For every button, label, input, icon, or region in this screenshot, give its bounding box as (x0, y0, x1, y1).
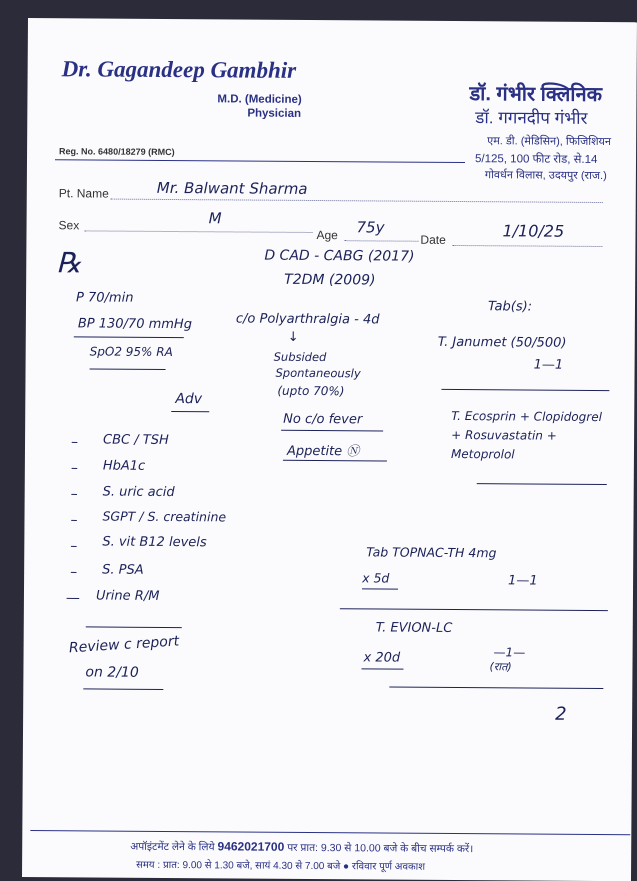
medicine-dose: 1—1 (533, 357, 564, 373)
degree-hi: एम. डी. (मेडिसिन), फिजिशियन (487, 135, 612, 149)
complaint-underline (283, 460, 387, 462)
investigation-bullet: — (65, 590, 81, 607)
medicine-name: Tab TOPNAC-TH 4mg (366, 544, 497, 561)
vitals-underline (74, 336, 184, 338)
footer-divider (30, 830, 630, 835)
age-line (344, 240, 418, 242)
vitals-underline (90, 368, 166, 370)
tabs-heading: Tab(s): (487, 299, 533, 315)
degree-en: M.D. (Medicine) (217, 93, 302, 106)
complaint-line: ↓ (287, 329, 299, 345)
date-label: Date (420, 232, 446, 247)
doctor-name-en: Dr. Gagandeep Gambhir (61, 56, 297, 83)
rx-separator (477, 483, 607, 485)
review-note: Review c report (68, 633, 180, 657)
advice-label: Adv (175, 391, 203, 408)
investigation-bullet: – (70, 538, 78, 555)
complaint-line: Spontaneously (275, 365, 361, 381)
advice-underline (171, 411, 209, 412)
address-line2-hi: गोवर्धन विलास, उदयपुर (राज.) (484, 169, 607, 183)
signature-mark: 2 (555, 703, 567, 725)
medicine-name: T. Janumet (50/500) (437, 334, 567, 351)
investigation-bullet: – (70, 486, 78, 503)
investigations-underline (86, 626, 182, 628)
age-label: Age (316, 228, 338, 243)
complaint-line: c/o Polyarthralgia - 4d (235, 311, 380, 328)
clinic-name-hi: डॉ. गंभीर क्लिनिक (469, 83, 603, 107)
footer-timings: समय : प्रात: 9.00 से 1.30 बजे, सायं 4.30 से 7.00 बजे ● रविवार पूर्ण अवकाश (136, 859, 426, 873)
history-line: T2DM (2009) (284, 271, 376, 289)
medicine-duration: x 5d (362, 570, 390, 586)
investigation-item: S. vit B12 levels (102, 534, 207, 551)
role-en: Physician (247, 107, 302, 120)
reg-no: Reg. No. 6480/18279 (RMC) (59, 146, 175, 158)
complaint-line: Subsided (273, 349, 327, 365)
doctor-name-hi: डॉ. गगनदीप गंभीर (475, 108, 588, 128)
rx-separator (340, 608, 608, 611)
name-line (111, 199, 603, 203)
investigation-item: HbA1c (102, 458, 146, 474)
investigation-item: SGPT / S. creatinine (102, 508, 227, 525)
investigation-item: CBC / TSH (103, 432, 169, 448)
review-underline (83, 688, 163, 690)
visit-date: 1/10/25 (502, 221, 565, 241)
investigation-item: Urine R/M (95, 588, 160, 604)
complaint-line: (upto 70%) (277, 383, 345, 399)
investigation-bullet: – (70, 460, 78, 477)
patient-age: 75y (356, 218, 385, 237)
sex-label: Sex (58, 218, 80, 233)
medicine-dose: 1—1 (508, 573, 538, 589)
investigation-item: S. PSA (102, 562, 144, 578)
header-divider (55, 159, 465, 163)
footer-appointment-pre: अपॉइंटमेंट लेने के लिये (130, 840, 215, 854)
medicine-note: (रात) (489, 660, 512, 674)
footer-appointment-post: पर प्रात: 9.30 से 10.00 बजे के बीच सम्पर्क करें। (287, 841, 474, 856)
address-line1-hi: 5/125, 100 फीट रोड, से.14 (474, 153, 598, 166)
footer-phone: 9462021700 (217, 839, 285, 854)
vitals-line: P 70/min (75, 290, 134, 306)
vitals-line: SpO2 95% RA (89, 344, 173, 360)
medicine-dose: —1— (493, 645, 526, 660)
complaint-line: No c/o fever (283, 411, 363, 428)
investigation-item: S. uric acid (102, 484, 175, 501)
rx-separator (389, 687, 603, 689)
name-label: Pt. Name (58, 186, 109, 201)
complaint-underline (281, 430, 383, 432)
prescription-sheet (22, 18, 637, 881)
investigation-bullet: – (70, 434, 79, 451)
footer-appointment (130, 839, 473, 856)
patient-name: Mr. Balwant Sharma (156, 178, 308, 198)
review-date: on 2/10 (85, 664, 139, 681)
medicine-combo: T. Ecosprin + Clopidogrel + Rosuvastatin + Metoprolol (450, 408, 602, 462)
patient-sex: M (208, 209, 222, 228)
rx-separator (441, 389, 609, 391)
rx-symbol: ℞ (56, 246, 82, 280)
medicine-duration: x 20d (363, 650, 401, 666)
date-line (452, 245, 602, 247)
medicine-name: T. EVION-LC (375, 620, 453, 636)
duration-underline (362, 588, 398, 589)
investigation-bullet: – (70, 512, 78, 529)
complaint-line: Appetite Ⓝ (286, 443, 360, 460)
history-line: D CAD - CABG (2017) (264, 247, 415, 265)
vitals-line: BP 130/70 mmHg (77, 316, 193, 333)
sex-line (85, 230, 313, 233)
investigation-bullet: – (70, 564, 78, 581)
duration-underline (361, 668, 403, 669)
